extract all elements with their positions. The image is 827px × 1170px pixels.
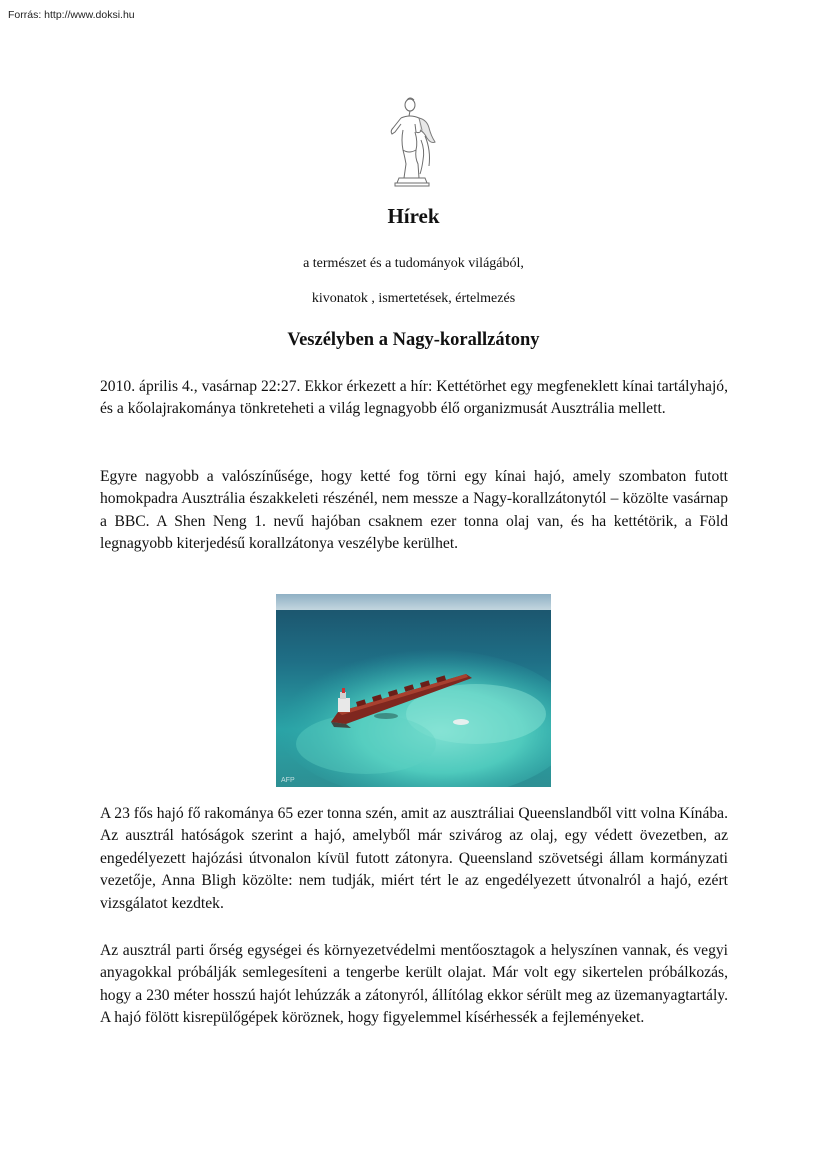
subtitle-line-1: a természet és a tudományok világából,	[303, 256, 524, 271]
page-title: Hírek	[387, 204, 440, 228]
photo-credit: AFP	[281, 777, 295, 784]
paragraph-4: Az ausztrál parti őrség egységei és környezetvédelmi mentőosztagok a helyszínen vannak, és vegyi anyagokkal próbálják semlegesíteni a tengerbe került olajat. Már volt egy sikertelen próbálkozás, hogy a 230 méter hosszú hajót lehúzzák a zátonyról, állítólag ekkor sérült meg az üzemanyagtartály. A hajó fölött kisrepülőgépek köröznek, hogy figyelemmel kísérhessék a fejleményeket.	[100, 942, 728, 1027]
paragraph-2: Egyre nagyobb a valószínűsége, hogy ketté fog törni egy kínai hajó, amely szombaton futott homokpadra Ausztrália északkeleti részénél, nem messze a Nagy-korallzátonytól – közölte vasárnap a BBC. A Shen Neng 1. nevű hajóban csaknem ezer tonna olaj van, és ha kettétörik, a Föld legnagyobb kiterjedésű korallzátonya veszélybe kerülhet.	[100, 468, 728, 553]
apollo-statue-icon	[377, 96, 447, 188]
paragraph-1: 2010. április 4., vasárnap 22:27. Ekkor érkezett a hír: Kettétörhet egy megfeneklett kínai tartályhajó, és a kőolajrakománya tönkreteheti a világ legnagyobb élő organizmusát Ausztrália mellett.	[100, 378, 728, 418]
article-headline: Veszélyben a Nagy-korallzátony	[287, 330, 540, 350]
source-line: Forrás: http://www.doksi.hu	[8, 9, 135, 21]
ship-photo	[276, 594, 551, 787]
subtitle-line-2: kivonatok , ismertetések, értelmezés	[311, 291, 516, 306]
paragraph-3: A 23 fős hajó fő rakománya 65 ezer tonna szén, amit az ausztráliai Queenslandből vitt volna Kínába. Az ausztrál hatóságok szerint a hajó, amelyből már szivárog az olaj, egy védett övezetben, az engedélyezett hajózási útvonalon kívül futott zátonyra. Queensland szövetségi állam kormányzati vezetője, Anna Bligh közölte: nem tudják, miért tért le az engedélyezett útvonalról a hajó, ezért vizsgálatot kezdtek.	[100, 805, 728, 912]
